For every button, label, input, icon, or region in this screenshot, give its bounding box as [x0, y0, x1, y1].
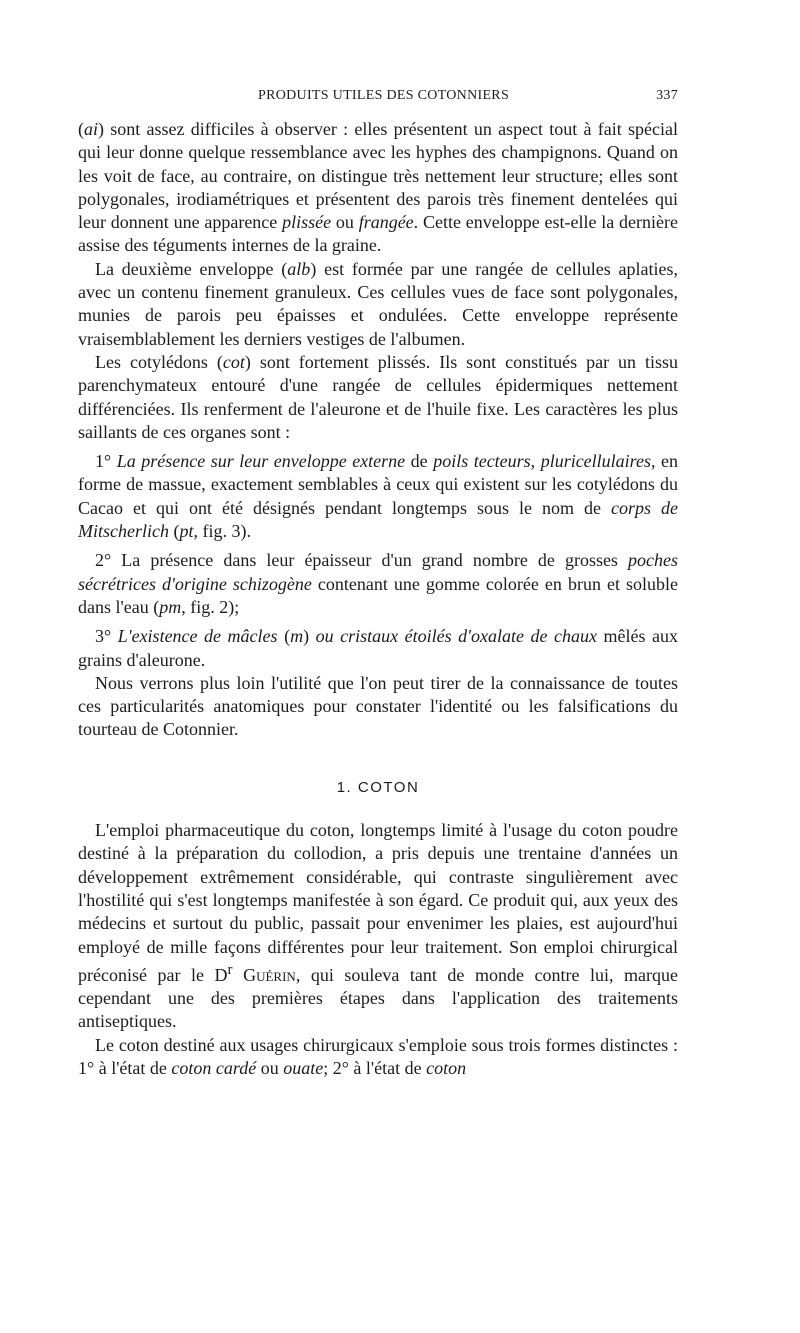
italic-run: frangée [358, 212, 414, 233]
page-number: 337 [656, 88, 678, 103]
running-header [78, 88, 678, 108]
superscript: r [227, 961, 233, 978]
paragraph-item-1 [78, 450, 678, 543]
italic-run: alb [287, 258, 311, 279]
text-run: ( [78, 119, 84, 139]
text-run: 3° [95, 626, 118, 647]
paragraph-conclusion: Nous verrons plus loin l'utilité que l'on peut tirer de la connaissance de toutes ces particularités anatomiques pour constater l'identité ou les falsifications du tourteau de Cotonnier. [78, 672, 678, 740]
text-run: ) est formée par une rangée de cellules aplaties, avec un contenu finement granuleux. Ces cellules vues de face sont polygonales, munies de parois peu épaisses et ondulées. Cette enveloppe représente vraisemblablement les derniers vestiges de l'albumen. [78, 258, 678, 349]
text-run: ou [256, 1057, 284, 1078]
text-run: de [405, 451, 434, 472]
paragraph-coton-intro [78, 819, 678, 1034]
italic-run: La présence sur leur enveloppe externe [116, 451, 406, 472]
paragraph-cotyledons [78, 351, 678, 444]
text-run: ) [303, 626, 316, 647]
text-run: L'emploi pharmaceutique du coton, longtemps limité à l'usage du coton poudre destiné à la préparation du collodion, a pris depuis une trentaine d'années un développement extrêmement considérable, qui contraste singulièrement avec l'hostilité qui s'est longtemps manifestée à son égard. Ce produit qui, aux yeux des médecins et surtout du public, passait pour envenimer les plaies, est aujourd'hui employé de mille façons différentes pour leur traitement. Son emploi chirurgical préconisé par le D [78, 820, 678, 985]
text-run: , fig. 2); [181, 596, 240, 617]
text-run: contenant une gomme colorée en brun et soluble dans l'eau ( [78, 573, 678, 617]
text-run: , fig. 3). [193, 521, 251, 542]
italic-run: pt [179, 521, 194, 542]
italic-run: ai [84, 119, 99, 139]
italic-run: m [290, 626, 304, 647]
italic-run: ou cristaux étoilés d'oxalate de chaux [315, 626, 597, 647]
italic-run: poches sécrétrices d'origine schizogène [78, 550, 678, 594]
italic-run: poils tecteurs, pluricellulaires [433, 451, 652, 472]
text-run: ou [331, 212, 359, 233]
paragraph-coton-forms [78, 1034, 678, 1081]
text-run: ( [277, 626, 291, 647]
text-run: Les cotylédons ( [95, 351, 223, 372]
paragraph-item-2 [78, 549, 678, 619]
author-name: Guérin [243, 964, 296, 985]
section-title: 1. COTON [336, 778, 420, 796]
text-run: ( [168, 521, 180, 542]
paragraph-second-envelope [78, 258, 678, 351]
italic-run: cot [222, 351, 245, 372]
italic-run: corps de Mitscherlich [78, 497, 678, 542]
italic-run: coton [426, 1057, 467, 1078]
italic-run: plissée [282, 212, 332, 233]
text-run: Le coton destiné aux usages chirurgicaux s'emploie sous trois formes distinctes : 1° à l'état de [78, 1034, 678, 1078]
text-run: mêlés aux grains d'aleurone. [78, 626, 678, 670]
italic-run: coton cardé [171, 1057, 257, 1078]
italic-run: L'existence de mâcles [117, 626, 278, 647]
text-run: 2° La présence dans leur épaisseur d'un grand nombre de grosses [95, 550, 629, 571]
text-run: 1° [95, 451, 117, 472]
italic-run: ouate [283, 1057, 324, 1078]
text-run: La deuxième enveloppe ( [95, 258, 288, 279]
page-body [78, 118, 678, 1080]
text-run: ) sont fortement plissés. Ils sont constitués par un tissu parenchymateux entouré d'une rangée de cellules épidermiques nettement différenciées. Ils renferment de l'aleurone et de l'huile fixe. Les caractères les plus saillants de ces organes sont : [78, 351, 679, 442]
text-run: , en forme de massue, exactement semblables à ceux qui existent sur les cotylédons du Cacao et qui ont été désignés pendant longtemps sous le nom de [78, 451, 679, 518]
text-run: ; 2° à l'état de [323, 1057, 427, 1078]
running-title: PRODUITS UTILES DES COTONNIERS [258, 88, 510, 103]
text-run: . Cette enveloppe est-elle la dernière assise des téguments internes de la graine. [78, 212, 679, 256]
text-run: ) sont assez difficiles à observer : elles présentent un aspect tout à fait spécial qui leur donne quelque ressemblance avec les hyphes des champignons. Quand on les voit de face, au contraire, on distingue très nettement leur structure; elles sont polygonales, irodiamétriques et présentent des parois très finement dentelées qui leur donnent une apparence [78, 119, 678, 233]
italic-run: pm [159, 596, 182, 617]
paragraph-item-3 [78, 625, 678, 672]
paragraph-ai-layer [78, 118, 678, 258]
text-run: , qui souleva tant de monde contre lui, marque cependant une des premières étapes dans l'application des traitements antiseptiques. [78, 964, 678, 1032]
